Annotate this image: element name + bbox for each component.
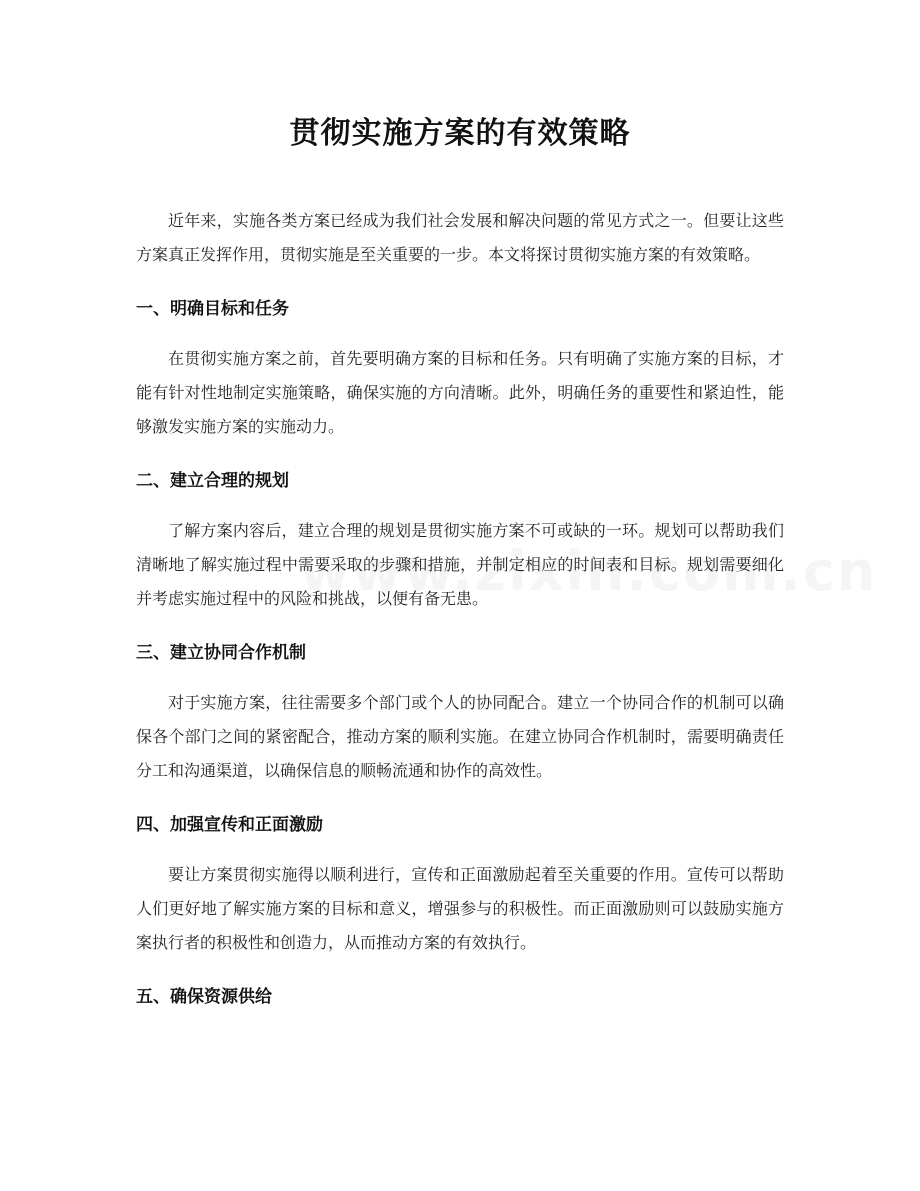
section-body-3: 对于实施方案，往往需要多个部门或个人的协同配合。建立一个协同合作的机制可以确保各个部门之间的紧密配合，推动方案的顺利实施。在建立协同合作机制时，需要明确责任分工和沟通渠道，以确保信息的顺畅流通和协作的高效性。 bbox=[136, 693, 784, 780]
section-heading-3: 三、建立协同合作机制 bbox=[136, 643, 306, 663]
section-body-1: 在贯彻实施方案之前，首先要明确方案的目标和任务。只有明确了实施方案的目标，才能有针对性地制定实施策略，确保实施的方向清晰。此外，明确任务的重要性和紧迫性，能够激发实施方案的实施动力。 bbox=[136, 349, 784, 436]
section-heading-4: 四、加强宣传和正面激励 bbox=[136, 815, 323, 835]
section-heading-5: 五、确保资源供给 bbox=[136, 987, 272, 1007]
page-title: 贯彻实施方案的有效策略 bbox=[289, 116, 631, 151]
intro-paragraph: 近年来，实施各类方案已经成为我们社会发展和解决问题的常见方式之一。但要让这些方案真正发挥作用，贯彻实施是至关重要的一步。本文将探讨贯彻实施方案的有效策略。 bbox=[136, 211, 784, 264]
section-body-2: 了解方案内容后，建立合理的规划是贯彻实施方案不可或缺的一环。规划可以帮助我们清晰地了解实施过程中需要采取的步骤和措施，并制定相应的时间表和目标。规划需要细化并考虑实施过程中的风险和挑战，以便有备无患。 bbox=[136, 521, 784, 608]
section-heading-2: 二、建立合理的规划 bbox=[136, 471, 289, 491]
section-heading-1: 一、明确目标和任务 bbox=[136, 299, 289, 319]
section-body-4: 要让方案贯彻实施得以顺利进行，宣传和正面激励起着至关重要的作用。宣传可以帮助人们更好地了解实施方案的目标和意义，增强参与的积极性。而正面激励则可以鼓励实施方案执行者的积极性和创造力，从而推动方案的有效执行。 bbox=[136, 865, 784, 952]
